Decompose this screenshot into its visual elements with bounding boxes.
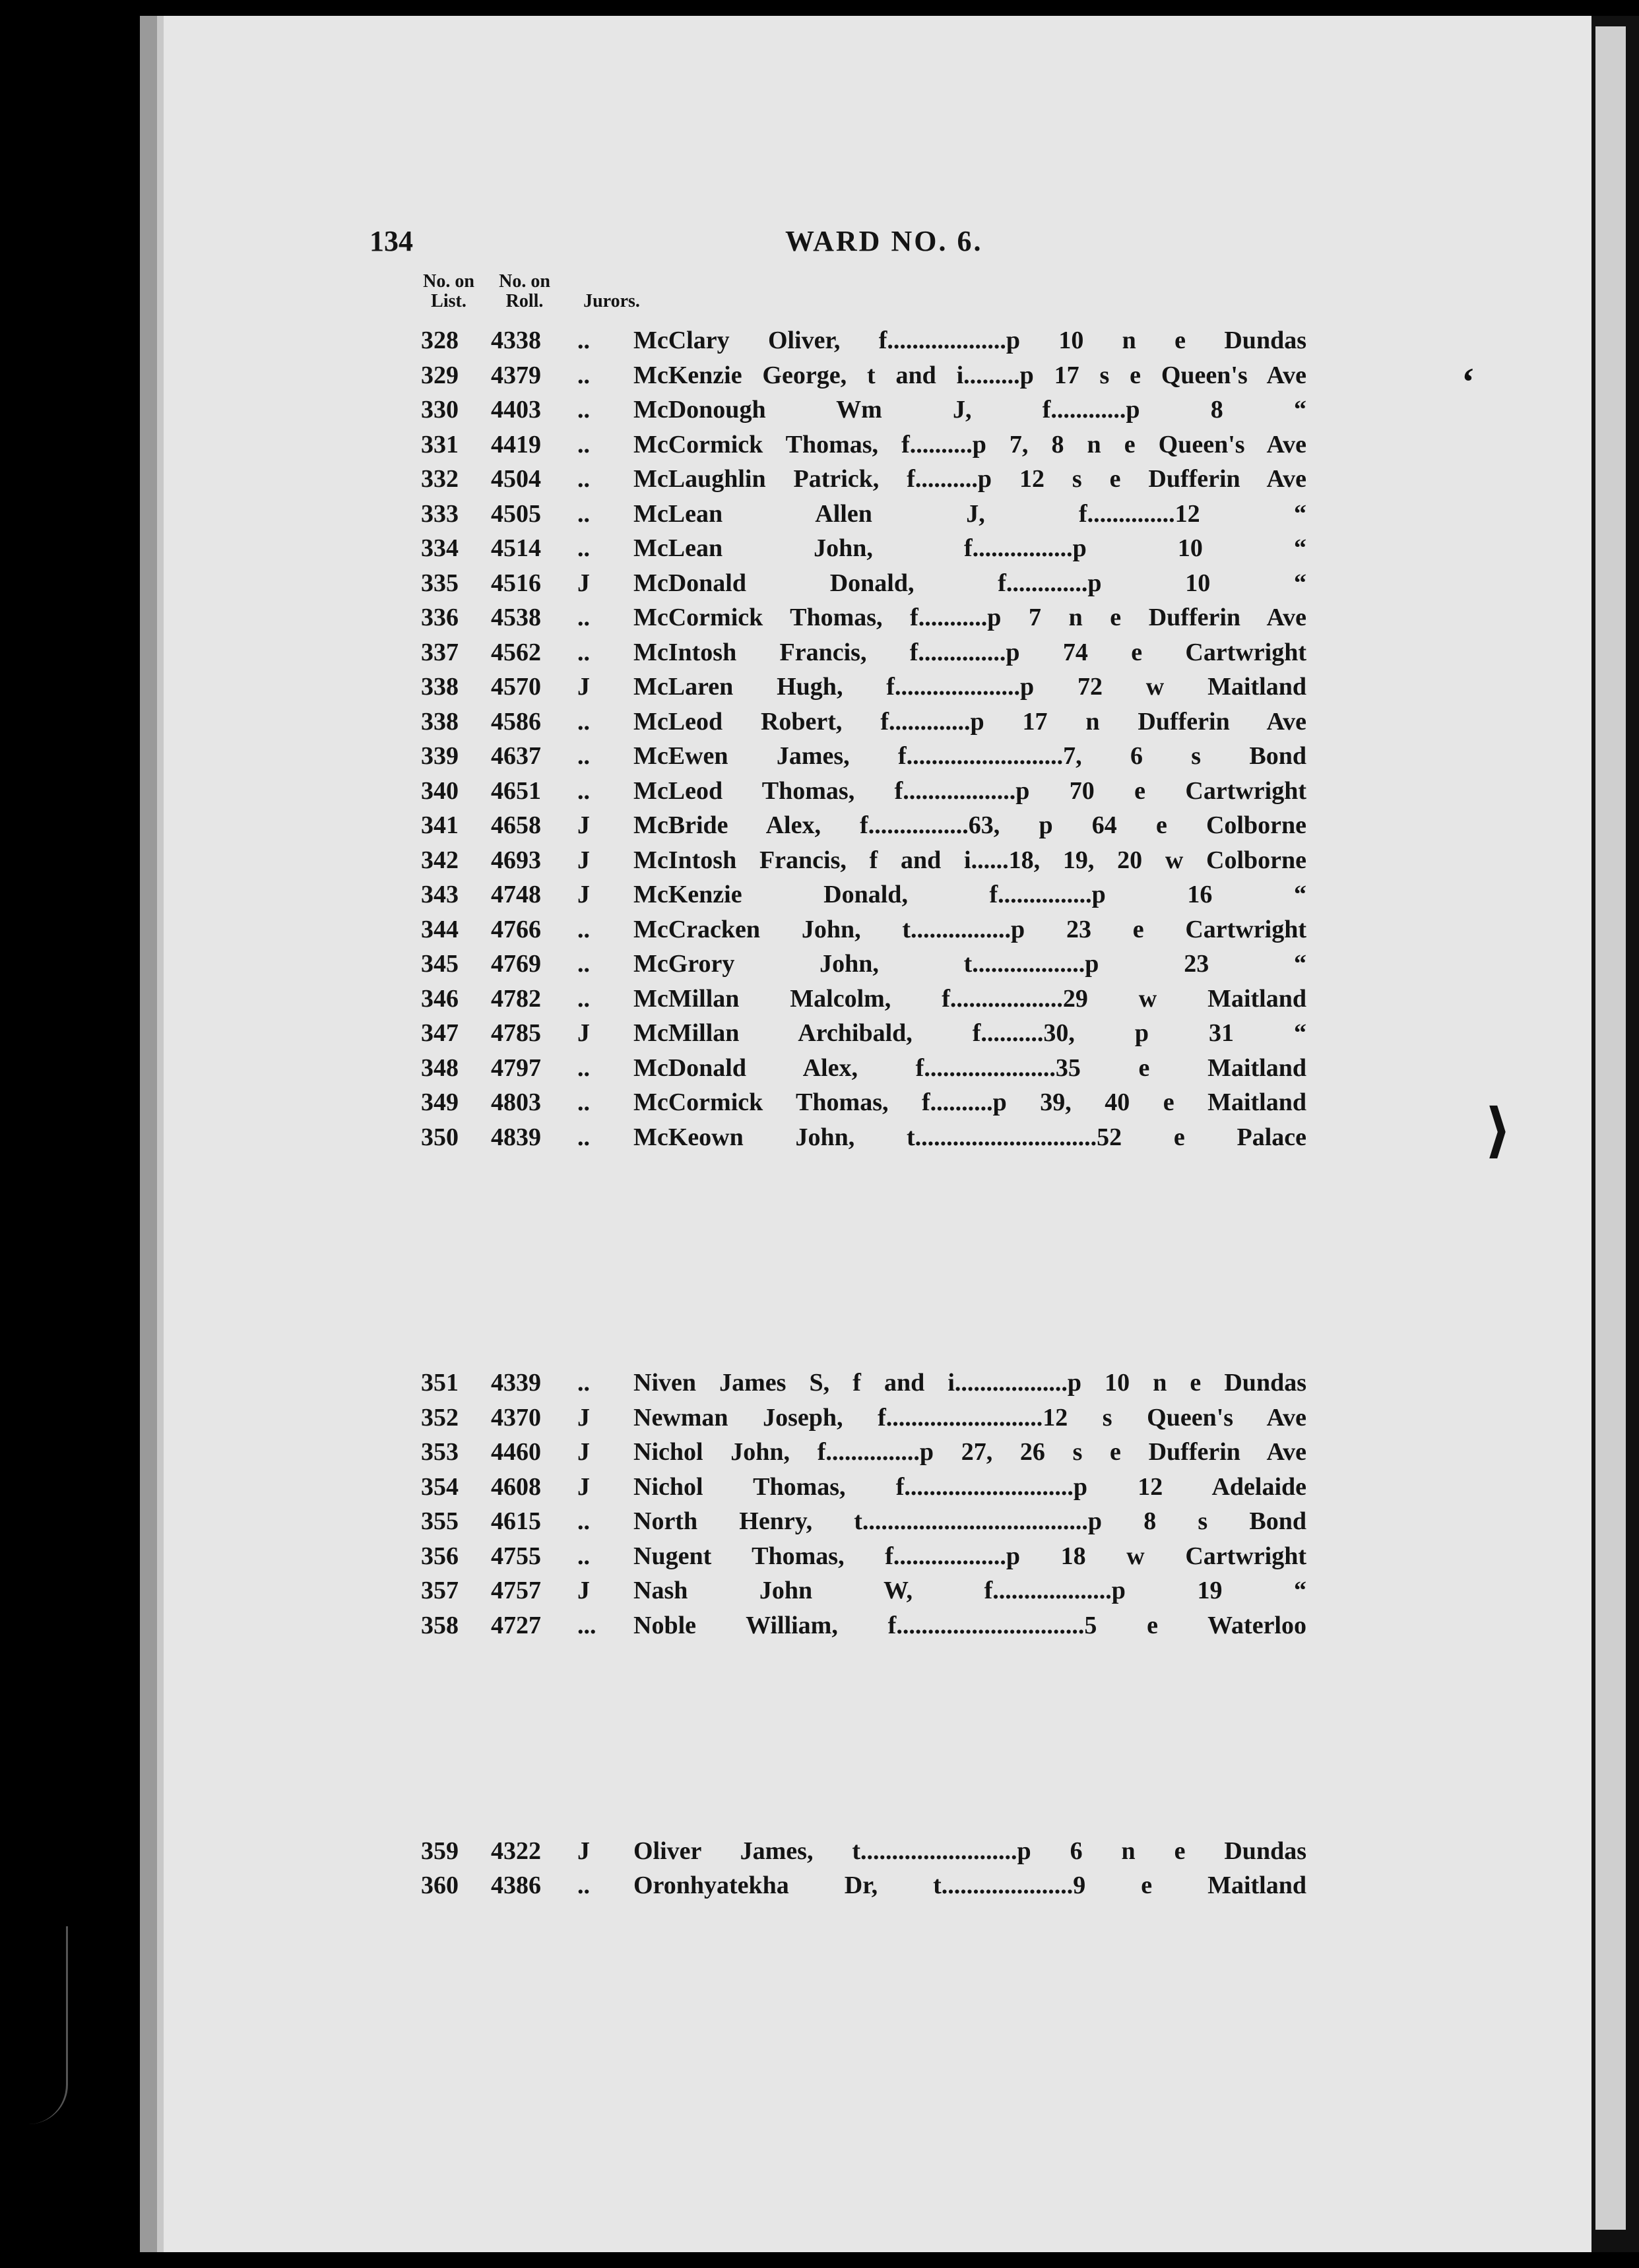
list-number: 348 (421, 1054, 459, 1082)
juror-mark: .. (577, 396, 590, 424)
table-row (0, 912, 1639, 947)
running-head: WARD NO. 6. (785, 225, 983, 257)
table-row (0, 323, 1639, 358)
entry-text: Nichol Thomas, f...........................p 12 Adelaide (633, 1472, 1306, 1501)
table-row (0, 1834, 1639, 1868)
juror-mark: J (577, 1577, 590, 1604)
list-number: 343 (421, 881, 459, 908)
list-number: 334 (421, 534, 459, 562)
table-row (0, 1573, 1639, 1608)
list-number: 329 (421, 361, 459, 389)
entry-text: McLeod Thomas, f..................p 70 e Cartwright (633, 776, 1306, 805)
entry-text: McLean Allen J, f..............12 “ (633, 499, 1306, 528)
entry-text: McDonough Wm J, f............p 8 “ (633, 396, 1306, 424)
juror-mark: J (577, 881, 590, 908)
list-number: 332 (421, 465, 459, 493)
juror-mark: .. (577, 984, 590, 1013)
list-number: 355 (421, 1507, 459, 1535)
juror-mark: .. (577, 430, 590, 458)
entry-text: McDonald Alex, f.....................35 e Maitland (633, 1054, 1306, 1082)
juror-mark: .. (577, 1088, 590, 1116)
list-number: 336 (421, 604, 459, 631)
juror-mark: .. (577, 1542, 590, 1570)
entry-text: McKenzie Donald, f...............p 16 “ (633, 881, 1306, 908)
entry-text: McKeown John, t.............................52 e Palace (633, 1123, 1306, 1151)
roll-number: 4785 (491, 1019, 541, 1047)
entry-text: McCormick Thomas, f...........p 7 n e Dufferin Ave (633, 604, 1306, 631)
juror-mark: J (577, 1403, 590, 1432)
table-row (0, 1085, 1639, 1119)
roll-number: 4658 (491, 811, 541, 839)
list-number: 350 (421, 1123, 459, 1151)
roll-number: 4586 (491, 707, 541, 736)
entry-text: McIntosh Francis, f..............p 74 e Cartwright (633, 638, 1306, 666)
table-row (0, 1504, 1639, 1538)
juror-mark: J (577, 673, 590, 701)
list-number: 354 (421, 1472, 459, 1501)
entry-text: McClary Oliver, f...................p 10 n e Dundas (633, 327, 1306, 354)
entry-text: McIntosh Francis, f and i......18, 19, 20 w Colborne (633, 846, 1306, 874)
list-number: 349 (421, 1088, 459, 1116)
roll-number: 4769 (491, 950, 541, 978)
list-number: 360 (421, 1872, 459, 1899)
table-row (0, 1868, 1639, 1903)
table-row (0, 808, 1639, 842)
list-number: 359 (421, 1837, 459, 1865)
roll-number: 4419 (491, 430, 541, 458)
roll-number: 4505 (491, 499, 541, 528)
entry-text: Niven James S, f and i..................p 10 n e Dundas (633, 1369, 1306, 1397)
roll-number: 4403 (491, 396, 541, 424)
juror-mark: .. (577, 776, 590, 805)
entry-text: Nugent Thomas, f..................p 18 w Cartwright (633, 1542, 1306, 1570)
juror-mark: .. (577, 1369, 590, 1397)
column-header-list-line1: No. on (423, 271, 474, 292)
roll-number: 4562 (491, 638, 541, 666)
page-number: 134 (370, 225, 413, 257)
juror-mark: .. (577, 465, 590, 493)
margin-tick-mark: ʻ (1462, 360, 1475, 404)
juror-mark: .. (577, 1872, 590, 1899)
binding-string-mark: ⟩ (1485, 1098, 1512, 1164)
entry-text: Noble William, f..............................5 e Waterloo (633, 1611, 1306, 1639)
entry-text: McKenzie George, t and i.........p 17 s e Queen's Ave (633, 361, 1306, 389)
table-row (0, 877, 1639, 912)
table-row (0, 705, 1639, 739)
table-row (0, 947, 1639, 981)
roll-number: 4766 (491, 915, 541, 943)
table-row (0, 843, 1639, 877)
juror-mark: ... (577, 1611, 596, 1639)
roll-number: 4803 (491, 1088, 541, 1116)
roll-number: 4757 (491, 1577, 541, 1604)
entry-text: McMillan Malcolm, f..................29 w Maitland (633, 984, 1306, 1013)
table-row (0, 1608, 1639, 1643)
list-number: 342 (421, 846, 459, 874)
juror-mark: .. (577, 604, 590, 631)
roll-number: 4570 (491, 673, 541, 701)
table-row (0, 774, 1639, 808)
list-number: 347 (421, 1019, 459, 1047)
table-row (0, 427, 1639, 462)
table-row (0, 1470, 1639, 1504)
roll-number: 4538 (491, 604, 541, 631)
entry-text: McMillan Archibald, f..........30, p 31 “ (633, 1019, 1306, 1047)
column-header-roll (488, 272, 561, 311)
entry-text: McLean John, f................p 10 “ (633, 534, 1306, 562)
juror-mark: J (577, 846, 590, 874)
table-row (0, 1016, 1639, 1050)
juror-mark: .. (577, 638, 590, 666)
column-header-list-line2: List. (431, 291, 466, 311)
list-number: 340 (421, 776, 459, 805)
roll-number: 4839 (491, 1123, 541, 1151)
juror-mark: .. (577, 950, 590, 978)
entry-text: McGrory John, t..................p 23 “ (633, 950, 1306, 978)
roll-number: 4755 (491, 1542, 541, 1570)
entry-text: North Henry, t....................................p 8 s Bond (633, 1507, 1306, 1535)
roll-number: 4516 (491, 569, 541, 597)
list-number: 338 (421, 707, 459, 736)
roll-number: 4460 (491, 1438, 541, 1466)
table-row (0, 497, 1639, 531)
juror-mark: J (577, 1019, 590, 1047)
list-number: 338 (421, 673, 459, 701)
juror-mark: .. (577, 742, 590, 770)
table-row (0, 566, 1639, 600)
roll-number: 4504 (491, 465, 541, 493)
entry-text: Nichol John, f...............p 27, 26 s e Dufferin Ave (633, 1438, 1306, 1466)
roll-number: 4693 (491, 846, 541, 874)
juror-mark: J (577, 1837, 590, 1865)
juror-mark: .. (577, 707, 590, 736)
roll-number: 4386 (491, 1872, 541, 1899)
roll-number: 4797 (491, 1054, 541, 1082)
list-number: 331 (421, 430, 459, 458)
list-number: 330 (421, 396, 459, 424)
list-number: 341 (421, 811, 459, 839)
list-number: 345 (421, 950, 459, 978)
paper-crease (13, 1926, 68, 2124)
juror-mark: J (577, 569, 590, 597)
roll-number: 4339 (491, 1369, 541, 1397)
column-header-roll-line1: No. on (499, 271, 550, 292)
entry-text: McBride Alex, f................63, p 64 e Colborne (633, 811, 1306, 839)
juror-mark: .. (577, 1123, 590, 1151)
roll-number: 4782 (491, 984, 541, 1013)
table-row (0, 1435, 1639, 1469)
entry-text: McCormick Thomas, f..........p 7, 8 n e Queen's Ave (633, 430, 1306, 458)
juror-mark: .. (577, 1507, 590, 1535)
roll-number: 4370 (491, 1403, 541, 1432)
column-header-roll-line2: Roll. (505, 291, 544, 311)
table-row (0, 358, 1639, 393)
roll-number: 4615 (491, 1507, 541, 1535)
juror-mark: .. (577, 534, 590, 562)
entry-text: McLeod Robert, f.............p 17 n Dufferin Ave (633, 707, 1306, 736)
table-row (0, 1051, 1639, 1085)
table-row (0, 1366, 1639, 1400)
entry-text: McLaughlin Patrick, f..........p 12 s e Dufferin Ave (633, 465, 1306, 493)
list-number: 344 (421, 915, 459, 943)
list-number: 337 (421, 638, 459, 666)
entry-text: McCracken John, t................p 23 e Cartwright (633, 915, 1306, 943)
juror-mark: J (577, 1438, 590, 1466)
list-number: 353 (421, 1438, 459, 1466)
list-number: 339 (421, 742, 459, 770)
roll-number: 4637 (491, 742, 541, 770)
list-number: 328 (421, 327, 459, 354)
list-number: 357 (421, 1577, 459, 1604)
roll-number: 4338 (491, 327, 541, 354)
juror-mark: .. (577, 499, 590, 528)
table-row (0, 393, 1639, 427)
entry-text: McLaren Hugh, f....................p 72 w Maitland (633, 673, 1306, 701)
juror-mark: J (577, 1472, 590, 1501)
list-number: 351 (421, 1369, 459, 1397)
table-row (0, 600, 1639, 635)
list-number: 335 (421, 569, 459, 597)
list-number: 356 (421, 1542, 459, 1570)
column-header-jurors: Jurors. (583, 291, 640, 311)
table-row (0, 1401, 1639, 1435)
entry-text: Oronhyatekha Dr, t.....................9 e Maitland (633, 1872, 1306, 1899)
roll-number: 4322 (491, 1837, 541, 1865)
juror-mark: J (577, 811, 590, 839)
juror-mark: .. (577, 361, 590, 389)
list-number: 358 (421, 1611, 459, 1639)
roll-number: 4608 (491, 1472, 541, 1501)
entry-text: McCormick Thomas, f..........p 39, 40 e Maitland (633, 1088, 1306, 1116)
table-row (0, 982, 1639, 1016)
roll-number: 4748 (491, 881, 541, 908)
roll-number: 4727 (491, 1611, 541, 1639)
roll-number: 4514 (491, 534, 541, 562)
table-row (0, 462, 1639, 496)
juror-mark: .. (577, 327, 590, 354)
entry-text: Newman Joseph, f.........................12 s Queen's Ave (633, 1403, 1306, 1432)
entry-text: Oliver James, t.........................p 6 n e Dundas (633, 1837, 1306, 1865)
table-row (0, 635, 1639, 670)
juror-mark: .. (577, 1054, 590, 1082)
list-number: 333 (421, 499, 459, 528)
column-header-list (412, 272, 485, 311)
roll-number: 4379 (491, 361, 541, 389)
list-number: 346 (421, 984, 459, 1013)
entry-text: McDonald Donald, f.............p 10 “ (633, 569, 1306, 597)
roll-number: 4651 (491, 776, 541, 805)
list-number: 352 (421, 1403, 459, 1432)
table-row (0, 670, 1639, 704)
table-row (0, 531, 1639, 565)
table-row (0, 739, 1639, 773)
entry-text: McEwen James, f.........................7, 6 s Bond (633, 742, 1306, 770)
table-row (0, 1539, 1639, 1573)
juror-mark: .. (577, 915, 590, 943)
entry-text: Nash John W, f...................p 19 “ (633, 1577, 1306, 1604)
table-row (0, 1120, 1639, 1154)
